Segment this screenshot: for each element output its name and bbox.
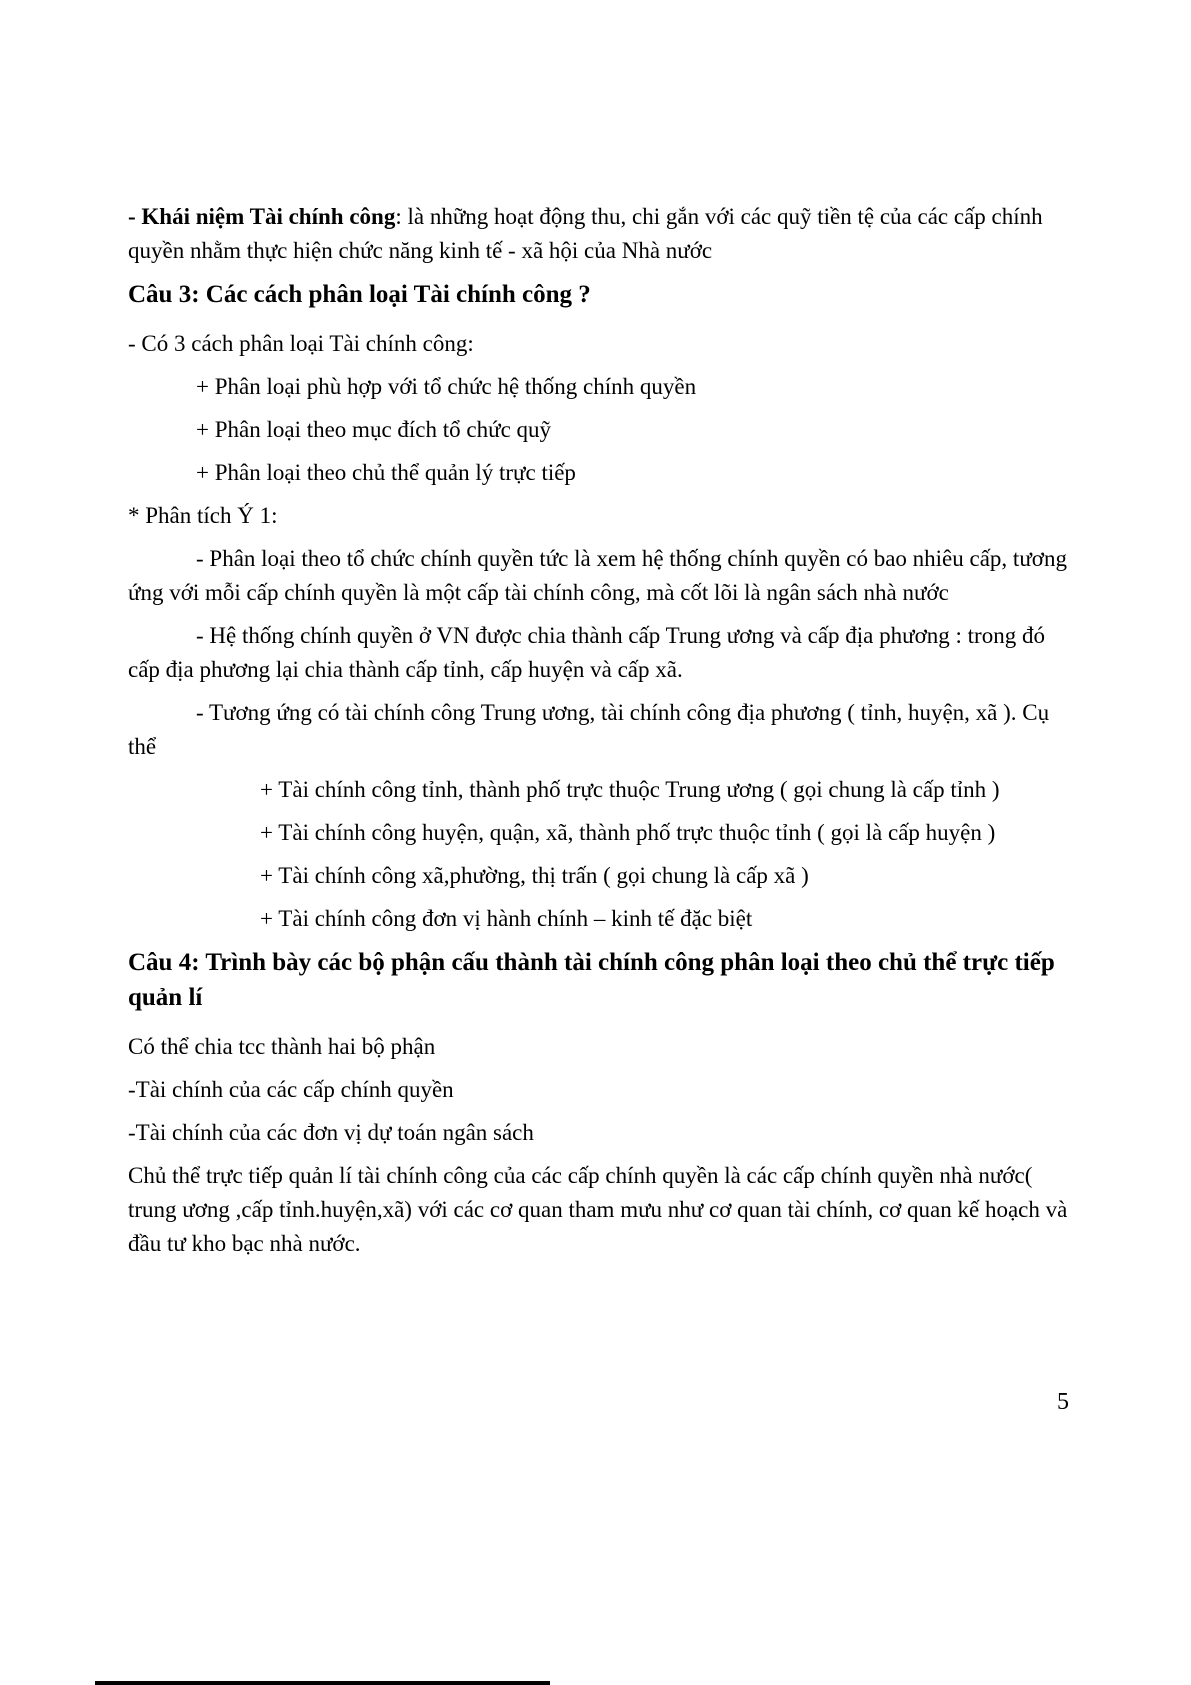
list-item-phan-loai-3: + Phân loại theo chủ thể quản lý trực tiếp (196, 460, 576, 485)
paragraph-3-cach: - Có 3 cách phân loại Tài chính công: (128, 331, 474, 356)
paragraph-chu-the-truc-tiep: Chủ thể trực tiếp quản lí tài chính công của các cấp chính quyền là các cấp chính quyền nhà nước( trung ương ,cấp tỉnh.huyện,xã) với các cơ quan tham mưu như cơ quan tài chính, cơ quan kế hoạch và đầu tư kho bạc nhà nước. (128, 1163, 1068, 1256)
paragraph-phan-tich-y1: * Phân tích Ý 1: (128, 503, 278, 528)
paragraph-phan-loai-to-chuc: - Phân loại theo tổ chức chính quyền tức là xem hệ thống chính quyền có bao nhiêu cấp, tương ứng với mỗi cấp chính quyền là một cấp tài chính công, mà cốt lõi là ngân sách nhà nước (128, 546, 1067, 605)
list-item-tcc-don-vi: + Tài chính công đơn vị hành chính – kinh tế đặc biệt (260, 906, 753, 931)
list-item-tcc-huyen: + Tài chính công huyện, quận, xã, thành phố trực thuộc tỉnh ( gọi là cấp huyện ) (260, 820, 996, 845)
list-item-phan-loai-1: + Phân loại phù hợp với tổ chức hệ thống chính quyền (196, 374, 697, 399)
list-item-tai-chinh-don-vi-du-toan: -Tài chính của các đơn vị dự toán ngân sách (128, 1120, 534, 1145)
paragraph-khai-niem (128, 200, 1069, 268)
page-number: 5 (1057, 1389, 1069, 1415)
list-item-phan-loai-2: + Phân loại theo mục đích tổ chức quỹ (196, 417, 552, 442)
paragraph-tuong-ung: - Tương ứng có tài chính công Trung ương, tài chính công địa phương ( tỉnh, huyện, xã ). Cụ thể (128, 700, 1050, 759)
heading-cau-4: Câu 4: Trình bày các bộ phận cấu thành tài chính công phân loại theo chủ thể trực tiếp quản lí (128, 949, 1055, 1011)
paragraph-hai-bo-phan: Có thể chia tcc thành hai bộ phận (128, 1034, 436, 1059)
paragraph-he-thong-chinh-quyen: - Hệ thống chính quyền ở VN được chia thành cấp Trung ương và cấp địa phương : trong đó cấp địa phương lại chia thành cấp tỉnh, cấp huyện và cấp xã. (128, 623, 1045, 682)
bold-lead-khai-niem: - Khái niệm Tài chính công (128, 204, 396, 229)
page-bottom-rule (95, 1681, 550, 1685)
list-item-tcc-tinh: + Tài chính công tỉnh, thành phố trực thuộc Trung ương ( gọi chung là cấp tỉnh ) (260, 777, 1000, 802)
list-item-tcc-xa: + Tài chính công xã,phường, thị trấn ( gọi chung là cấp xã ) (260, 863, 809, 888)
paragraph-text: : là những hoạt động thu, chi gắn với các quỹ tiền tệ của các cấp chính quyền nhằm thực hiện chức năng kinh tế - xã hội của Nhà nước (128, 204, 1043, 263)
heading-cau-3: Câu 3: Các cách phân loại Tài chính công ? (128, 281, 591, 308)
list-item-tai-chinh-cap-chinh-quyen: -Tài chính của các cấp chính quyền (128, 1077, 454, 1102)
